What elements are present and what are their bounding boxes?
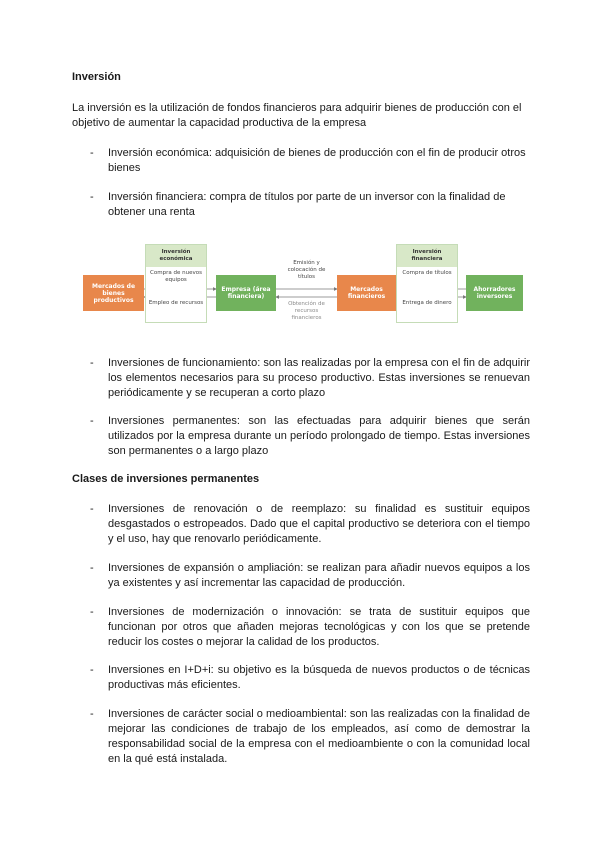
issue-securities-label: Emisión y colocación de títulos	[287, 260, 326, 280]
list-item	[90, 414, 530, 459]
list-item	[90, 663, 530, 693]
list-item	[90, 146, 530, 176]
financial-markets-box: Mercados financieros	[337, 275, 396, 311]
obtain-resources-label: Obtención de recursos financieros	[288, 301, 325, 321]
section-subtitle: Clases de inversiones permanentes	[72, 473, 260, 485]
financial-investment-group	[396, 244, 458, 323]
use-resources-label: Empleo de recursos	[148, 300, 204, 306]
bullet-dash: -	[90, 357, 94, 369]
investment-flow-diagram	[83, 243, 523, 333]
list-item	[90, 502, 530, 547]
list-item-text: Inversiones de carácter social o medioambiental: son las realizadas con la finalidad de mejorar las condiciones de trabajo de los empleados, así como de demostrar la responsabilidad social de la empresa con el medioambiente o con la comunidad local en la qué está instalada.	[108, 708, 530, 765]
economic-investment-title: Inversión económica	[146, 245, 206, 267]
buy-securities-label: Compra de títulos	[402, 270, 452, 276]
list-item-text: Inversión económica: adquisición de bienes de producción con el fin de producir otros bienes	[108, 147, 526, 174]
list-item-text: Inversión financiera: compra de títulos por parte de un inversor con la finalidad de obtener una renta	[108, 191, 506, 218]
goods-markets-box: Mercados de bienes productivos	[83, 275, 144, 311]
list-item-text: Inversiones de funcionamiento: son las realizadas por la empresa con el fin de adquirir los elementos necesarios para su proceso productivo. Estas inversiones se renuevan periódicamente y se recuperan a corto plazo	[108, 357, 530, 399]
bullet-dash: -	[90, 606, 94, 618]
bullet-dash: -	[90, 147, 94, 159]
list-item-text: Inversiones de expansión o ampliación: se realizan para añadir nuevos equipos a los ya existentes y así incrementar las capacidad de producción.	[108, 562, 530, 589]
bullet-dash: -	[90, 708, 94, 720]
bullet-dash: -	[90, 562, 94, 574]
bullet-dash: -	[90, 503, 94, 515]
list-item-text: Inversiones de renovación o de reemplazo: su finalidad es sustituir equipos desgastados o estropeados. Dado que el capital productivo se deteriora con el tiempo y el uso, hay que renovarlo periódicamente.	[108, 503, 530, 545]
list-item-text: Inversiones de modernización o innovación: se trata de sustituir equipos que funcionan por otros que añaden mejoras tecnológicas y con los que se pretende reducir los costes o mejorar la calidad de los productos.	[108, 606, 530, 648]
list-item	[90, 356, 530, 401]
deliver-money-label: Entrega de dinero	[402, 300, 452, 306]
list-item	[90, 605, 530, 650]
list-item-text: Inversiones permanentes: son las efectuadas para adquirir bienes que serán utilizados por la empresa durante un período prolongado de tiempo. Estas inversiones son permanentes o a largo plazo	[108, 415, 530, 457]
list-item	[90, 190, 530, 220]
page-title: Inversión	[72, 71, 121, 83]
bullet-dash: -	[90, 191, 94, 203]
intro-paragraph: La inversión es la utilización de fondos financieros para adquirir bienes de producción con el objetivo de aumentar la capacidad productiva de la empresa	[72, 102, 522, 129]
list-item	[90, 561, 530, 591]
company-box: Empresa (área financiera)	[216, 275, 276, 311]
investors-box: Ahorradores inversores	[466, 275, 523, 311]
list-item-text: Inversiones en I+D+i: su objetivo es la búsqueda de nuevos productos o de técnicas productivas más eficientes.	[108, 664, 530, 691]
bullet-dash: -	[90, 415, 94, 427]
bullet-dash: -	[90, 664, 94, 676]
buy-equipment-label: Compra de nuevos equipos	[150, 270, 202, 283]
list-item	[90, 707, 530, 767]
financial-investment-title: Inversión financiera	[397, 245, 457, 267]
